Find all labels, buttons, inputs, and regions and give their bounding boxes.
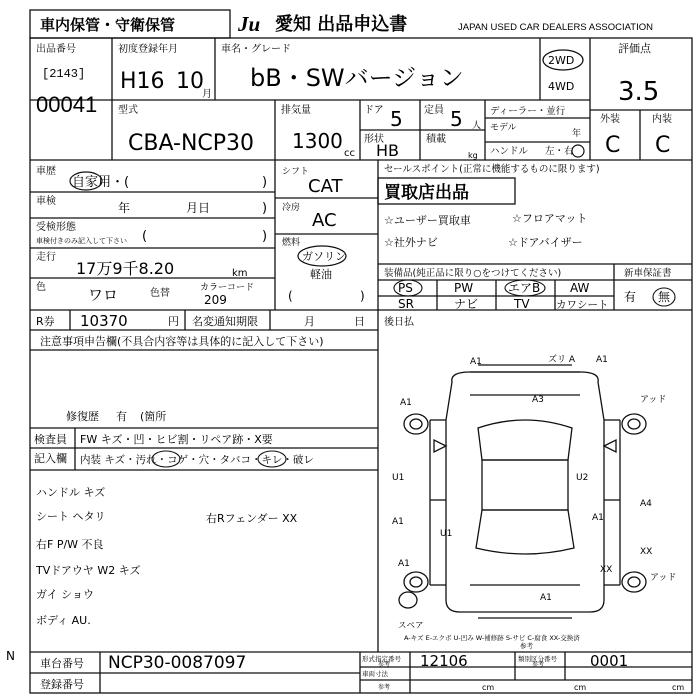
inspector-row-2: 内装 キズ・汚れ・コゲ・穴・タバコ・キレ・破レ (80, 454, 314, 466)
type-cert-value: 12106 (420, 652, 468, 670)
type-cert-note: 参考 (378, 661, 391, 668)
ac-value: AC (312, 210, 337, 231)
mileage-label: 走行 (36, 252, 56, 263)
chassis-number: NCP30-0087097 (108, 653, 247, 673)
doors-value: 5 (390, 107, 403, 131)
damage-mark: アッド (640, 395, 667, 405)
damage-mark: XX (640, 547, 653, 557)
fuel-label: 燃料 (282, 238, 301, 248)
history-value: 自家用・( (72, 175, 130, 190)
equipment-header: 装備品(純正品に限り○をつけてください) (384, 268, 562, 279)
repair-value: 有 (116, 410, 127, 423)
load-label: 積載 (426, 134, 446, 145)
back-pay-label: 後日払 (384, 317, 414, 328)
damage-mark: A1 (392, 517, 404, 527)
receipt-close: ) (262, 229, 268, 244)
displacement-label: 排気量 (281, 105, 311, 116)
receipt-note: 車検付きのみ記入して下さい (36, 237, 127, 245)
fuel-open: ( (288, 289, 293, 303)
handle-value: 左・右 (545, 146, 574, 157)
repair-label: 修復歴 (66, 410, 99, 423)
transfer-month: 月 (304, 315, 315, 328)
model-year-label: モデル (490, 123, 517, 133)
handwritten-note: ハンドル キズ (36, 486, 106, 499)
color-code-label: カラーコード (200, 283, 255, 293)
damage-mark: A1 (398, 559, 410, 569)
color-label: 色 (36, 282, 46, 293)
exterior-grade: C (605, 133, 621, 158)
handle-right-circle (572, 145, 584, 157)
kg-unit: kg (468, 151, 478, 160)
damage-mark: A1 (596, 355, 608, 365)
damage-mark: A3 (532, 395, 544, 405)
inspector-label-2: 記入欄 (34, 452, 67, 465)
side-mark: N (6, 649, 15, 663)
drive-4wd: 4WD (548, 80, 575, 93)
km-unit: km (232, 268, 248, 279)
handwritten-note: ボディ AU. (36, 614, 91, 627)
size-cm-1: cm (482, 683, 495, 692)
size-label: 車両寸法 (362, 670, 388, 678)
inspection-month-day: 月日 (186, 201, 211, 215)
class-label: 類別区分番号 (518, 655, 557, 663)
notes-header: 注意事項申告欄(不具合内容等は具体的に記入して下さい) (40, 335, 324, 348)
mileage-value: 17万9千8.20 (76, 259, 175, 278)
lot-label: 出品番号 (36, 44, 76, 55)
exterior-label: 外装 (600, 114, 620, 125)
selling-point-1: ☆ユーザー買取車 (384, 214, 471, 227)
score-label: 評価点 (618, 42, 651, 55)
capacity-unit: 人 (472, 121, 482, 131)
lot-number: 00041 (36, 92, 98, 117)
handwritten-note: ガイ ショウ (36, 588, 94, 601)
car-diagram (399, 365, 646, 618)
legend-ref: 参考 (520, 642, 533, 650)
reg-label: 初度登録年月 (118, 44, 178, 55)
interior-label: 内装 (652, 114, 672, 125)
equip-sr: SR (398, 297, 414, 311)
transfer-label: 名変通知期限 (192, 315, 258, 328)
recolor-label: 色替 (150, 288, 170, 299)
chassis-label: 車台番号 (40, 657, 84, 670)
class-value: 0001 (590, 652, 629, 670)
handwritten-note: 右Rフェンダー XX (206, 512, 298, 525)
equip-ps: PS (398, 281, 413, 295)
reg-month: 10 (176, 69, 204, 94)
shape-label: 形状 (364, 134, 384, 145)
inspector-label-1: 検査員 (34, 433, 67, 446)
handle-label: ハンドル (490, 146, 529, 157)
transfer-day: 日 (354, 315, 365, 328)
recycle-value: 10370 (80, 312, 128, 330)
equip-navi: ナビ (454, 297, 479, 311)
shift-label: シフト (282, 167, 310, 177)
repair-place: (箇所 (140, 410, 167, 423)
color-code-value: 209 (204, 293, 227, 307)
reg-number-label: 登録番号 (40, 678, 84, 691)
selling-point-2: ☆フロアマット (512, 212, 588, 225)
size-cm-2: cm (574, 683, 587, 692)
damage-mark: A1 (592, 513, 604, 523)
capacity-label: 定員 (424, 105, 444, 116)
equip-aw: AW (570, 281, 590, 295)
reg-month-unit: 月 (202, 89, 212, 100)
inspection-close: ) (262, 201, 268, 216)
ju-logo (237, 12, 260, 36)
displacement-value: 1300 (292, 129, 343, 153)
lot-bracket: [2143] (42, 67, 86, 81)
selling-header: セールスポイント(正常に機能するものに限ります) (384, 164, 600, 175)
damage-legend: A-キズ E-エクボ U-凹み W-補修跡 S-サビ C-腐食 XX-交換済 (404, 634, 580, 642)
damage-mark: A4 (640, 499, 652, 509)
damage-mark: U1 (440, 529, 453, 539)
warranty-label: 新車保証書 (624, 268, 672, 279)
brand-title: 愛知 出品申込書 (275, 14, 408, 35)
storage-badge: 車内保管・守衛保管 (40, 17, 176, 34)
car-name-label: 車名・グレード (221, 44, 291, 55)
equip-airbag: エアB (508, 281, 541, 295)
score-value: 3.5 (618, 77, 660, 107)
drive-2wd: 2WD (548, 54, 575, 67)
inspector-row-1: FW キズ・凹・ヒビ割・リペア跡・X要 (80, 433, 273, 446)
damage-mark: A1 (470, 357, 482, 367)
damage-mark: XX (600, 565, 613, 575)
model-value: CBA-NCP30 (128, 131, 255, 156)
dealer-label: ディーラー・並行 (490, 106, 566, 117)
door-label: ドア (364, 105, 384, 116)
selling-point-4: ☆ドアバイザー (508, 236, 583, 249)
damage-mark: U1 (392, 473, 405, 483)
handwritten-note: 右F P/W 不良 (36, 538, 104, 551)
handwritten-note: TVドアウヤ W2 キズ (36, 564, 141, 577)
warranty-no: 無 (658, 290, 671, 304)
shape-value: HB (376, 141, 400, 160)
fuel-close: ) (360, 289, 365, 303)
damage-mark: A1 (540, 593, 552, 603)
history-close: ) (262, 175, 268, 190)
selling-point-3: ☆社外ナビ (384, 236, 438, 249)
recycle-label: R券 (36, 315, 55, 328)
class-note: 参考 (532, 661, 545, 668)
spare-label: スペア (398, 621, 424, 631)
size-note: 参考 (378, 684, 391, 691)
damage-mark: ズリ A (548, 355, 576, 365)
receipt-label: 受検形態 (36, 222, 76, 233)
equip-pw: PW (454, 281, 474, 295)
damage-mark: アッド (650, 573, 677, 583)
type-cert-label: 形式指定番号 (362, 655, 401, 663)
ac-label: 冷房 (282, 203, 301, 213)
interior-grade: C (655, 133, 671, 158)
size-cm-3: cm (672, 683, 685, 692)
equip-tv: TV (514, 297, 530, 311)
receipt-open: ( (142, 229, 148, 244)
cc-unit: cc (344, 148, 355, 159)
fuel-gasoline: ガソリン (302, 250, 346, 263)
car-name: bB・SWバージョン (250, 64, 464, 92)
inspection-year: 年 (118, 201, 131, 215)
model-label: 型式 (118, 105, 138, 116)
inspection-label: 車検 (36, 196, 56, 207)
svg-text:Ju: Ju (238, 12, 261, 36)
brand-en: JAPAN USED CAR DEALERS ASSOCIATION (458, 22, 653, 33)
warranty-yes: 有 (624, 290, 637, 304)
handwritten-note: シート ヘタリ (36, 510, 106, 523)
shift-value: CAT (308, 176, 343, 197)
reg-year: H16 (120, 69, 165, 94)
buyback-stamp: 買取店出品 (384, 183, 469, 203)
model-year-unit: 年 (572, 129, 582, 139)
recycle-unit: 円 (168, 315, 179, 328)
equip-leather: カワシート (556, 299, 609, 311)
history-label: 車歴 (36, 166, 56, 177)
color-value: ワロ (88, 286, 119, 304)
damage-mark: U2 (576, 473, 589, 483)
fuel-diesel: 軽油 (310, 268, 332, 281)
capacity-value: 5 (450, 107, 463, 131)
damage-mark: A1 (400, 398, 412, 408)
